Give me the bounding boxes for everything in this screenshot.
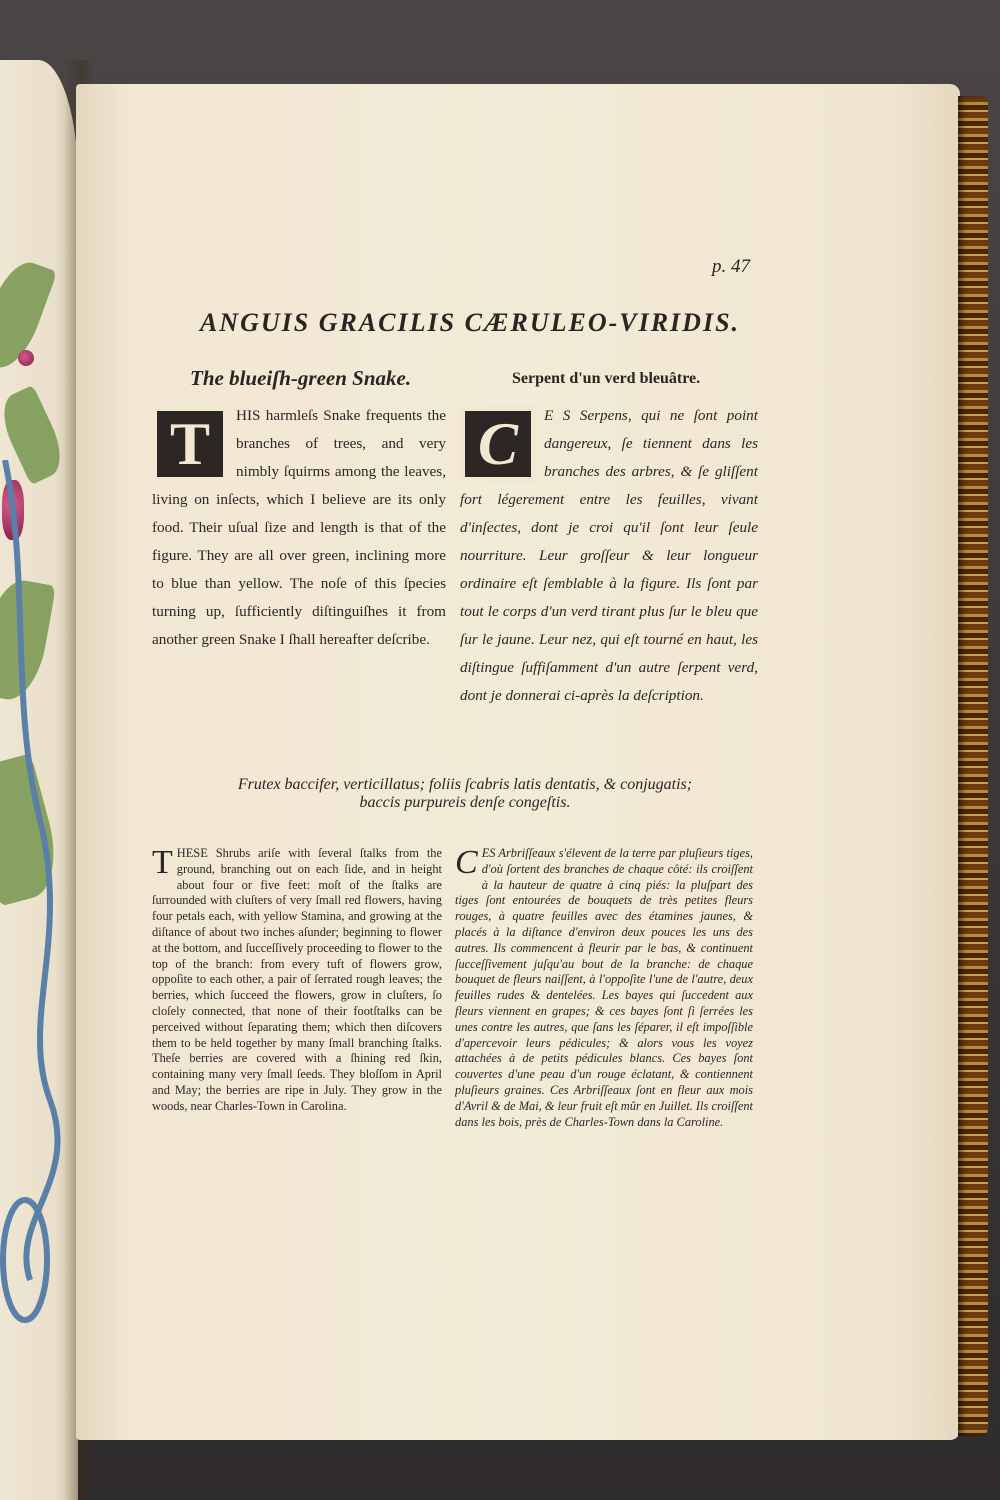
book-page — [76, 84, 960, 1440]
gilt-page-edge — [958, 96, 988, 1436]
drop-cap: C — [455, 844, 478, 881]
berry-illustration — [18, 350, 34, 366]
page-title: ANGUIS GRACILIS CÆRULEO-VIRIDIS. — [199, 308, 741, 337]
english-heading: The blueiſh-green Snake. — [190, 366, 412, 390]
page-number: p. 47 — [712, 256, 750, 277]
plant-english-paragraph — [152, 846, 442, 1115]
snake-illustration — [0, 460, 70, 1360]
ornamental-drop-cap: T — [152, 406, 228, 482]
plant-english-text: HESE Shrubs ariſe with ſeveral ſtalks from the ground, branching out on each ſide, and in height about four or five feet: moſt of the ſtalks are ſurrounded with cluſters of very ſmall red flowers, having four petals each, with yellow Stamina, and growing at the diſtance of about two inches aſunder; beginning to flower at the bottom, and ſucceſſively proceeding to flower to the top of the branch: from every tuft of flowers grow, oppoſite to each other, a pair of ſerrated rough leaves; the berries, which ſucceed the flowers, grow in cluſters, ſo cloſely connected, that none of their footſtalks can be perceived without ſeparating them; which then diſcovers them to be held together by many ſmall branching ſtalks. Theſe berries are covered with a ſhining red ſkin, containing many very ſmall ſeeds. They bloſſom in April and May; the berries are ripe in July. They grow in the woods, near Charles-Town in Carolina. — [152, 846, 442, 1113]
plant-french-text: ES Arbriſſeaux s'élevent de la terre par pluſieurs tiges, d'où ſortent des branches de chaque côté: ils croiſſent à la hauteur de quatre à cinq piés: la pluſpart des tiges ſont entourées de bouquets de très petites fleurs rouges, à quatre feuilles avec des étamines jaunes, & placés à la diſtance d'environ deux pouces les uns des autres. Ils commencent à fleurir par le bas, & continuent ſucceſſivement juſqu'au bout de la branche: de chaque bouquet de fleurs naiſſent, à l'oppoſite l'une de l'autre, deux feuilles rudes & dentelées. Les bayes qui ſuccedent aux fleurs viennent en grapes; & ces bayes ſont ſi ſerrées les unes contre les autres, que ſans les ſéparer, il eſt impoſſible d'apercevoir leurs pédicules; & alors vous les voyez attachées à de petits pédicules blancs. Ces bayes ſont couvertes d'une peau d'un rouge éclatant, & contiennent pluſieurs graines. Ces Arbriſſeaux ſont en fleur aux mois d'Avril & de Mai, & leur fruit eſt mûr en Juillet. Ils croiſſent dans les bois, près de Charles-Town dans la Caroline. — [455, 846, 753, 1129]
french-heading: Serpent d'un verd bleuâtre. — [512, 370, 701, 387]
english-paragraph — [152, 402, 446, 654]
plant-title — [160, 776, 770, 812]
french-paragraph — [460, 402, 758, 710]
french-body-text: E S Serpens, qui ne ſont point dangereux, ſe tiennent dans les branches des arbres, & ſe gliſſent fort légerement entre les feuilles, vivant d'inſectes, dont je croi qu'il ſont leur ſeule nourriture. Leur groſſeur & leur longueur ordinaire eſt ſemblable à la figure. Ils ſont par tout le corps d'un verd tirant plus ſur le bleu que ſur le jaune. Leur nez, qui eſt tourné en haut, les diſtingue ſuffiſamment d'un autre ſerpent verd, dont je donnerai ci-après la deſcription. — [460, 407, 758, 704]
plant-title-line-2: baccis purpureis denſe congeſtis. — [359, 794, 571, 811]
ornamental-drop-cap: C — [460, 406, 536, 482]
plant-title-line-1: Frutex baccifer, verticillatus; foliis ſcabris latis dentatis, & conjugatis; — [237, 776, 693, 793]
plant-french-paragraph — [455, 846, 753, 1130]
drop-cap: T — [152, 844, 173, 881]
english-body-text: HIS harmleſs Snake frequents the branches of trees, and very nimbly ſquirms among the leaves, living on inſects, which I believe are its only food. Their uſual ſize and length is that of the figure. They are all over green, inclining more to blue than yellow. The noſe of this ſpecies turning up, ſufficiently diſtinguiſhes it from another green Snake I ſhall hereafter deſcribe. — [152, 407, 446, 648]
